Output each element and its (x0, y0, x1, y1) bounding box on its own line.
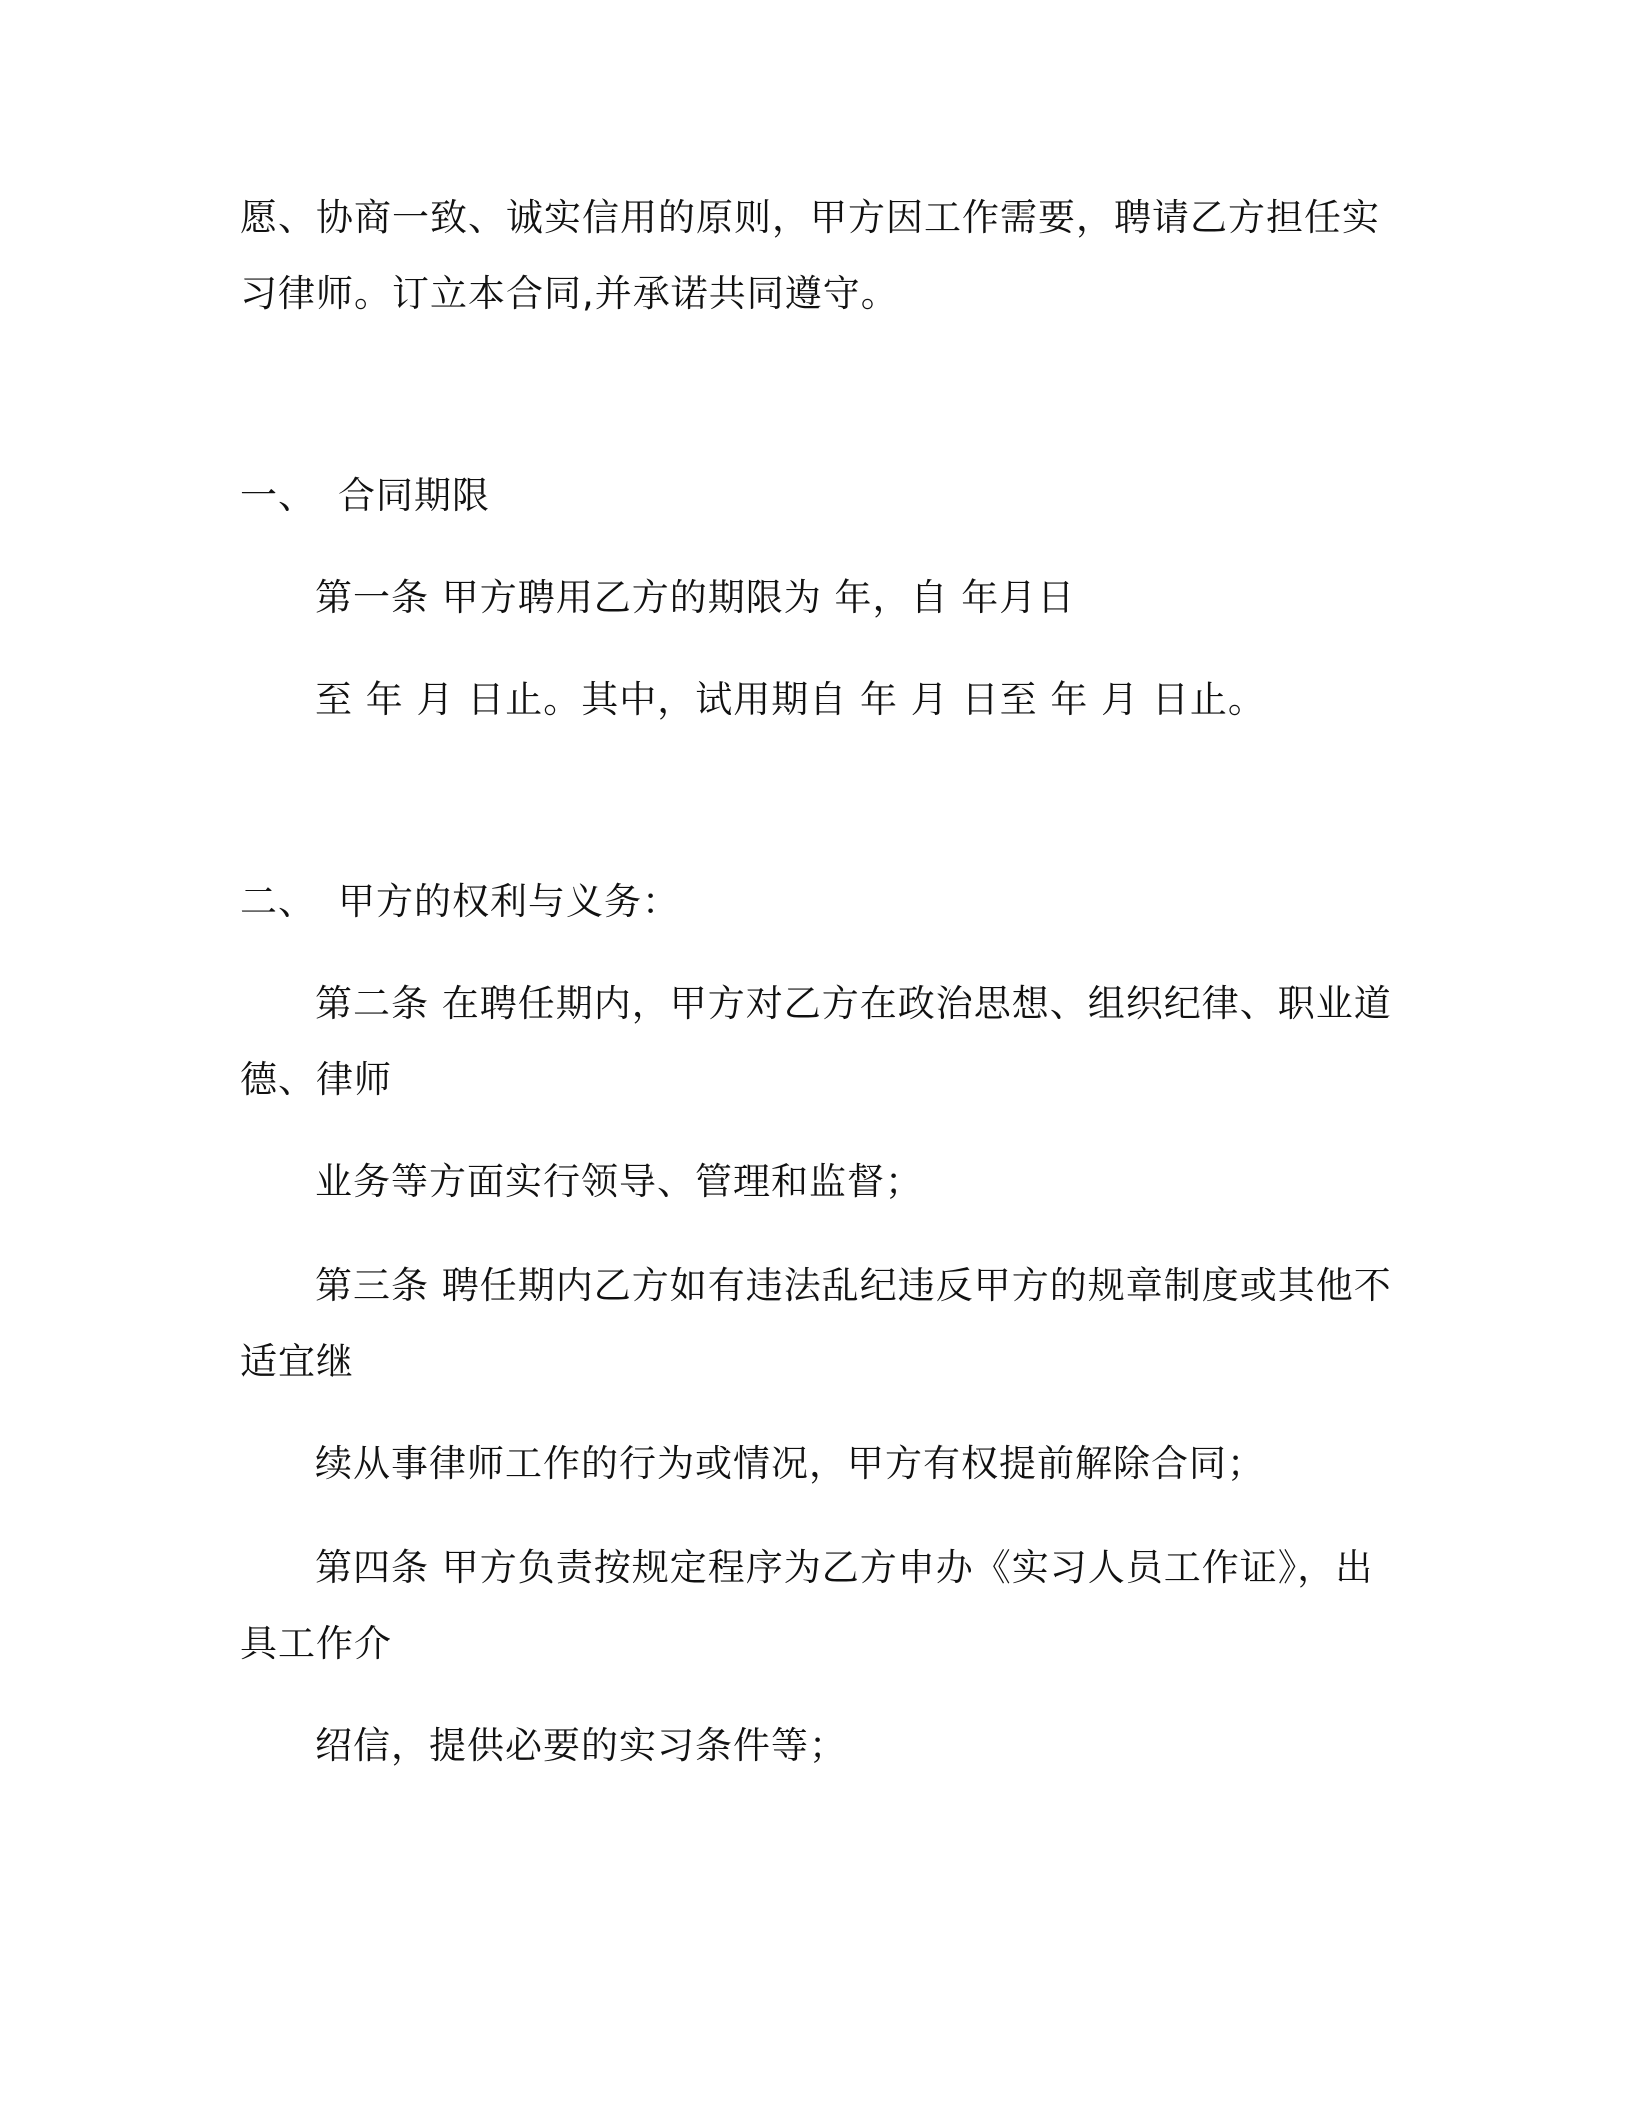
section-1-heading (240, 470, 490, 522)
article-2-line-2: 德、律师 (240, 1058, 392, 1101)
section-2-heading (240, 876, 680, 928)
section-2-title: 甲方的权利与义务： (338, 880, 680, 923)
article-4-line-2: 具工作介 (240, 1622, 392, 1665)
article-1-line-1: 第一条 甲方聘用乙方的期限为 年，自 年月日 (315, 576, 1076, 619)
section-1-title: 合同期限 (338, 474, 490, 517)
article-2-line-3: 业务等方面实行领导、管理和监督； (315, 1160, 923, 1203)
article-4-line-1: 第四条 甲方负责按规定程序为乙方申办《实习人员工作证》，出 (315, 1546, 1374, 1589)
article-1-line-2: 至 年 月 日止。其中，试用期自 年 月 日至 年 月 日止。 (315, 678, 1266, 721)
intro-line-2: 习律师。订立本合同,并承诺共同遵守。 (240, 272, 899, 315)
article-3-line-1: 第三条 聘任期内乙方如有违法乱纪违反甲方的规章制度或其他不 (315, 1264, 1392, 1307)
article-4-line-3: 绍信，提供必要的实习条件等； (315, 1724, 847, 1767)
section-1-number: 一、 (240, 474, 316, 517)
article-3-line-2: 适宜继 (240, 1340, 354, 1383)
article-2-line-1: 第二条 在聘任期内，甲方对乙方在政治思想、组织纪律、职业道 (315, 982, 1392, 1025)
article-3-line-3: 续从事律师工作的行为或情况，甲方有权提前解除合同； (315, 1442, 1265, 1485)
section-2-number: 二、 (240, 880, 316, 923)
intro-line-1: 愿、协商一致、诚实信用的原则，甲方因工作需要，聘请乙方担任实 (240, 196, 1380, 239)
